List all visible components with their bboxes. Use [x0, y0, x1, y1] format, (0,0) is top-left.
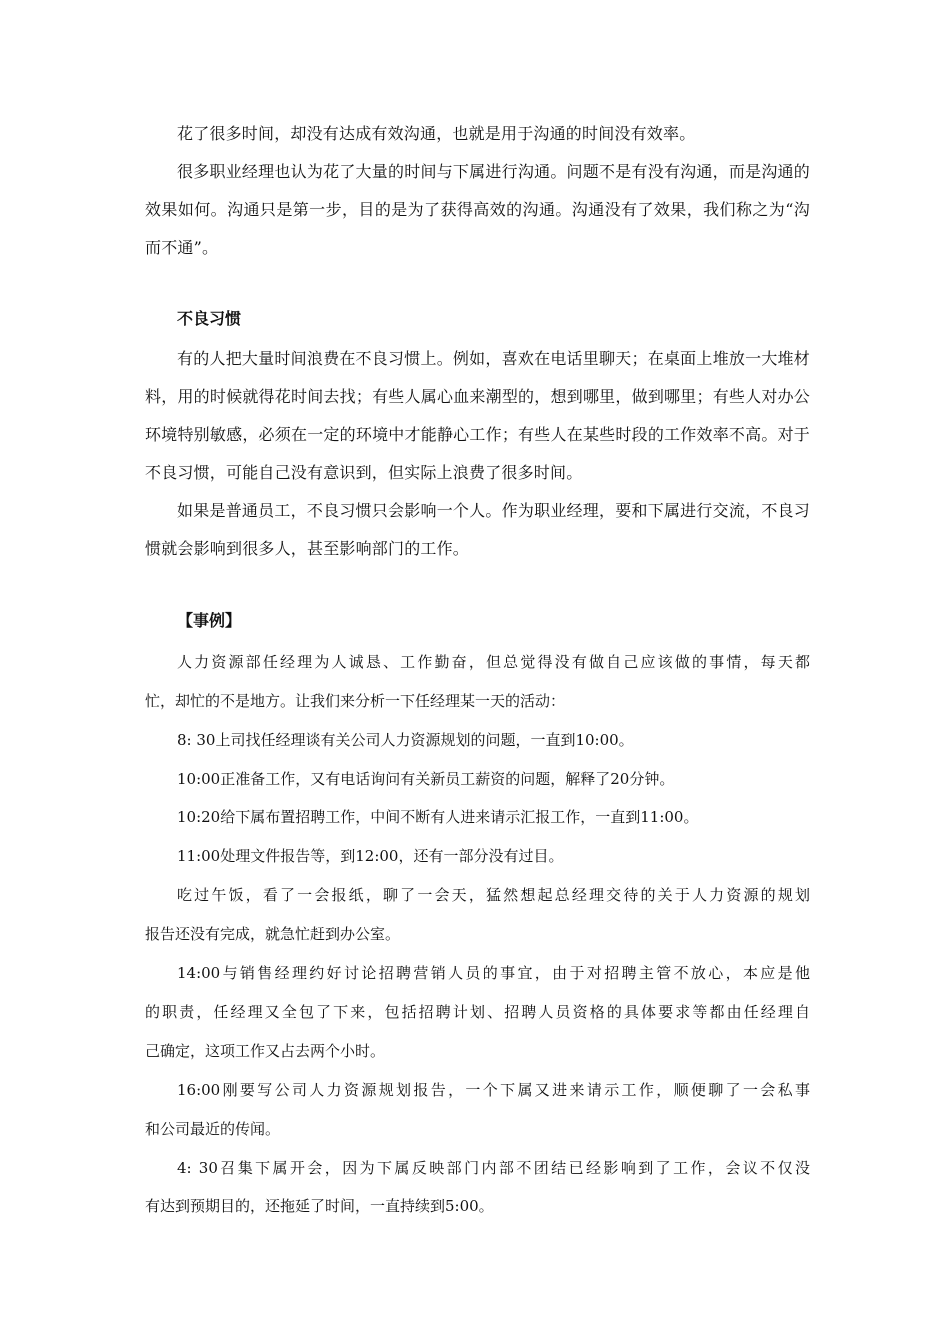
- heading-bad-habits: 不良习惯: [177, 309, 242, 328]
- paragraph-bad-habits: 有的人把大量时间浪费在不良习惯上。例如，喜欢在电话里聊天；在桌面上堆放一大堆材料，用的时候就得花时间去找；有些人属心血来潮型的，想到哪里，做到哪里；有些人对办公环境特别敏感，必须在一定的环境中才能静心工作；有些人在某些时段的工作效率不高。对于不良习惯，可能自己没有意识到，但实际上浪费了很多时间。: [145, 349, 810, 482]
- case-entry-1400-line-2: 的职责，任经理又全包了下来，包括招聘计划、招聘人员资格的具体要求等都由任经理自: [145, 1003, 810, 1021]
- heading-case: 【事例】: [177, 611, 242, 630]
- case-entry-0430-line-2: 有达到预期目的，还拖延了时间，一直持续到5:00。: [145, 1197, 494, 1215]
- case-entry-1600-line-2: 和公司最近的传闻。: [145, 1120, 281, 1138]
- case-entry-1020: 10:20给下属布置招聘工作，中间不断有人进来请示汇报工作，一直到11:00。: [177, 808, 699, 826]
- paragraph-bad-habits-impact: 如果是普通员工，不良习惯只会影响一个人。作为职业经理，要和下属进行交流，不良习惯就会影响到很多人，甚至影响部门的工作。: [145, 501, 810, 558]
- case-entry-1400-line-1: 14:00与销售经理约好讨论招聘营销人员的事宜，由于对招聘主管不放心，本应是他: [177, 964, 810, 982]
- case-entry-0830: 8: 30上司找任经理谈有关公司人力资源规划的问题，一直到10:00。: [177, 731, 634, 749]
- paragraph-time-inefficiency: 花了很多时间，却没有达成有效沟通，也就是用于沟通的时间没有效率。: [177, 124, 696, 143]
- case-entry-lunch-line-2: 报告还没有完成，就急忙赶到办公室。: [145, 925, 401, 943]
- paragraph-communication-effect: 很多职业经理也认为花了大量的时间与下属进行沟通。问题不是有没有沟通，而是沟通的效果如何。沟通只是第一步，目的是为了获得高效的沟通。沟通没有了效果，我们称之为“沟而不通”。: [145, 162, 810, 257]
- case-entry-1100: 11:00处理文件报告等，到12:00，还有一部分没有过目。: [177, 847, 564, 865]
- case-entry-1000: 10:00正准备工作，又有电话询问有关新员工薪资的问题，解释了20分钟。: [177, 770, 675, 788]
- case-entry-lunch-line-1: 吃过午饭，看了一会报纸，聊了一会天，猛然想起总经理交待的关于人力资源的规划: [177, 886, 810, 904]
- case-entry-1600-line-1: 16:00刚要写公司人力资源规划报告，一个下属又进来请示工作，顺便聊了一会私事: [177, 1081, 810, 1099]
- case-entry-1400-line-3: 己确定，这项工作又占去两个小时。: [145, 1042, 386, 1060]
- case-entry-0430-line-1: 4: 30召集下属开会，因为下属反映部门内部不团结已经影响到了工作，会议不仅没: [177, 1159, 810, 1177]
- case-intro-line-1: 人力资源部任经理为人诚恳、工作勤奋，但总觉得没有做自己应该做的事情，每天都: [177, 653, 810, 671]
- case-intro-line-2: 忙，却忙的不是地方。让我们来分析一下任经理某一天的活动：: [145, 692, 566, 710]
